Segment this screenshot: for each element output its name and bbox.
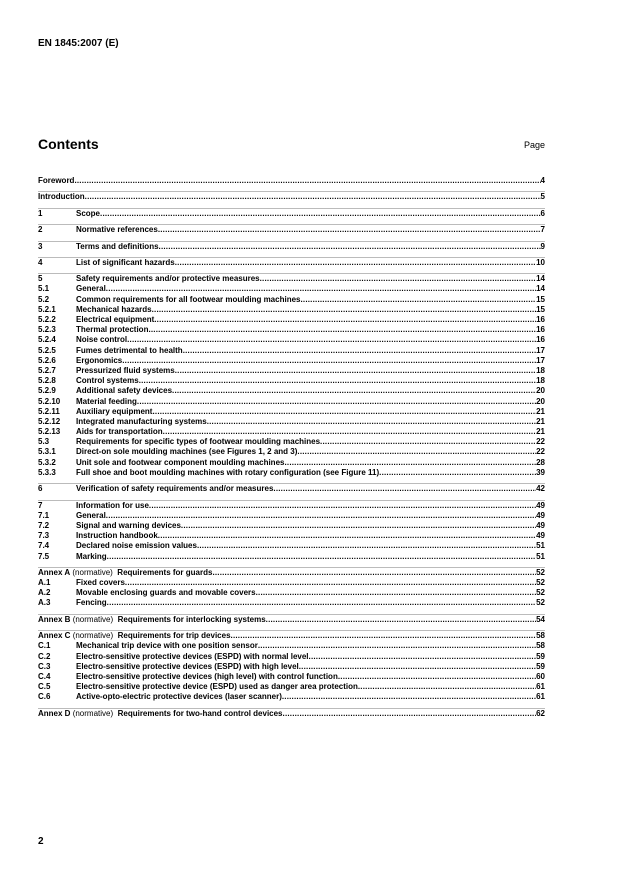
toc-section-number: 5.2 [38, 294, 50, 304]
toc-section-title: Movable enclosing guards and movable covers [76, 588, 256, 598]
toc-section-number: 5.3.1 [38, 447, 56, 457]
toc-entry[interactable] [38, 458, 545, 468]
toc-leader-dots [149, 501, 536, 511]
toc-leader-dots [159, 242, 541, 252]
toc-section-title: Foreword [38, 176, 75, 185]
page-title: Contents [38, 136, 99, 152]
toc-page-number: 18 [536, 376, 545, 386]
toc-section-title: Normative references [76, 225, 158, 235]
page-number: 2 [38, 836, 44, 847]
toc-leader-dots [266, 615, 536, 625]
toc-section-title: Ergonomics [76, 355, 123, 365]
toc-entry[interactable] [38, 325, 545, 335]
toc-section-number: C.1 [38, 641, 51, 651]
toc-entry[interactable] [38, 468, 545, 478]
toc-entry[interactable] [38, 208, 545, 219]
toc-page-number: 17 [536, 345, 545, 355]
toc-annex-qualifier: (normative) [72, 708, 114, 718]
toc-entry[interactable] [38, 614, 545, 625]
toc-section-number: 7.2 [38, 520, 50, 530]
toc-page-number: 58 [536, 641, 545, 651]
toc-entry[interactable] [38, 346, 545, 356]
toc-section-title: Electro-sensitive protective device (ESPD) used as danger area protection [76, 682, 358, 692]
toc-section-title: Unit sole and footwear component moulding machines [76, 457, 285, 467]
toc-page-number: 59 [536, 651, 545, 661]
toc-entry[interactable] [38, 257, 545, 268]
toc-leader-dots [107, 552, 536, 562]
toc-section-title: Terms and definitions [76, 241, 159, 251]
toc-leader-dots [320, 437, 536, 447]
toc-page-number: 16 [536, 335, 545, 345]
toc-section-title: Marking [76, 551, 107, 561]
toc-section-title: Scope [76, 208, 101, 218]
toc-leader-dots [152, 407, 536, 417]
toc-section-number: C.6 [38, 692, 51, 702]
toc-leader-dots [107, 598, 536, 608]
toc-page-number: 10 [536, 257, 545, 267]
toc-section-number: 5.2.5 [38, 345, 56, 355]
toc-leader-dots [282, 692, 536, 702]
table-of-contents [38, 176, 545, 719]
toc-entry[interactable] [38, 315, 545, 325]
toc-entry[interactable] [38, 521, 545, 531]
toc-section-title: Requirements for trip devices [117, 631, 231, 641]
toc-entry[interactable] [38, 305, 545, 315]
toc-section-number: 5.2.7 [38, 365, 56, 375]
toc-page-number: 58 [536, 631, 545, 641]
toc-section-title: Electrical equipment [76, 315, 155, 324]
page-column-label: Page [523, 140, 545, 150]
toc-section-title: Electro-sensitive protective devices (ESPD) with high level [76, 661, 299, 671]
toc-entry[interactable] [38, 630, 545, 641]
toc-page-number: 52 [536, 578, 545, 588]
toc-entry[interactable] [38, 224, 545, 235]
toc-page-number: 4 [540, 176, 545, 185]
toc-section-title: Fixed covers [76, 578, 125, 588]
toc-page-number: 49 [536, 531, 545, 541]
toc-section-title: Mechanical trip device with one position sensor [76, 641, 258, 651]
toc-section-title: Safety requirements and/or protective measures [76, 274, 260, 284]
toc-page-number: 21 [536, 416, 545, 426]
toc-section-title: Introduction [38, 192, 85, 202]
toc-leader-dots [260, 274, 536, 284]
toc-leader-dots [283, 709, 537, 719]
toc-section-title: Control systems [76, 376, 139, 386]
toc-page-number: 52 [536, 598, 545, 608]
toc-section-title: Pressurized fluid systems [76, 365, 175, 375]
toc-section-number: 7.3 [38, 531, 50, 541]
toc-leader-dots [358, 682, 536, 692]
toc-section-title: Information for use [76, 500, 149, 510]
toc-page-number: 14 [536, 284, 545, 294]
toc-section-number: 5.2.13 [38, 427, 61, 437]
toc-entry[interactable] [38, 682, 545, 692]
toc-section-title: Instruction handbook [76, 531, 158, 541]
toc-section-number: 5.3.2 [38, 457, 56, 467]
toc-leader-dots [158, 531, 536, 541]
toc-entry[interactable] [38, 511, 545, 521]
toc-page-number: 54 [536, 614, 545, 624]
toc-leader-dots [256, 588, 536, 598]
toc-section-number: 5.2.12 [38, 416, 61, 426]
toc-section-number: 5.2.4 [38, 335, 56, 345]
toc-annex-qualifier: (normative) [72, 567, 113, 577]
toc-entry[interactable] [38, 652, 545, 662]
toc-leader-dots [297, 447, 536, 457]
toc-leader-dots [74, 176, 540, 186]
toc-page-number: 7 [540, 225, 545, 235]
toc-leader-dots [175, 258, 536, 268]
toc-section-title: Direct-on sole moulding machines (see Figures 1, 2 and 3) [76, 447, 298, 457]
toc-section-title: Full shoe and boot moulding machines with rotary configuration (see Figure 11) [76, 467, 380, 477]
toc-page-number: 17 [536, 355, 545, 365]
toc-page-number: 61 [536, 692, 545, 702]
toc-entry[interactable] [38, 191, 545, 202]
toc-entry[interactable] [38, 417, 545, 427]
toc-entry[interactable] [38, 397, 545, 407]
toc-page-number: 61 [536, 682, 545, 692]
toc-page-number: 60 [536, 671, 545, 681]
toc-page-number: 22 [536, 437, 545, 447]
toc-section-title: Fumes detrimental to health [76, 345, 183, 355]
toc-leader-dots [207, 417, 536, 427]
toc-section-number: 5.2.6 [38, 355, 56, 365]
toc-entry[interactable] [38, 541, 545, 551]
toc-section-number: 5.3 [38, 437, 50, 447]
toc-section-number: 6 [38, 484, 43, 494]
toc-section-title: Material feeding [76, 396, 137, 406]
toc-section-number: 5.2.2 [38, 315, 56, 324]
toc-page-number: 59 [536, 661, 545, 671]
toc-leader-dots [137, 397, 536, 407]
toc-section-number: 7 [38, 500, 43, 510]
toc-leader-dots [122, 356, 536, 366]
toc-page-number: 9 [540, 241, 545, 251]
toc-annex-label: Annex A [38, 567, 71, 577]
toc-page-number: 18 [536, 365, 545, 375]
toc-section-title: General [76, 284, 106, 294]
toc-page-number: 16 [536, 315, 545, 324]
toc-leader-dots [85, 192, 541, 202]
toc-leader-dots [154, 315, 536, 325]
toc-entry[interactable] [38, 284, 545, 294]
toc-page-number: 16 [536, 325, 545, 335]
toc-entry[interactable] [38, 366, 545, 376]
toc-section-number: 3 [38, 241, 43, 251]
toc-leader-dots [125, 578, 536, 588]
toc-leader-dots [106, 284, 536, 294]
toc-section-title: Verification of safety requirements and/or measures [76, 484, 274, 494]
toc-section-number: 5.2.1 [38, 304, 56, 314]
toc-section-number: 4 [38, 257, 43, 267]
toc-page-number: 21 [536, 427, 545, 437]
toc-section-number: C.3 [38, 661, 51, 671]
toc-section-number: C.5 [38, 682, 51, 692]
toc-entry[interactable] [38, 567, 545, 578]
toc-section-title: Fencing [76, 598, 107, 608]
toc-leader-dots [127, 335, 536, 345]
toc-leader-dots [338, 672, 536, 682]
toc-entry[interactable] [38, 641, 545, 651]
toc-section-title: Requirements for specific types of footwear moulding machines [76, 437, 321, 447]
toc-annex-label: Annex D [38, 708, 71, 718]
toc-entry[interactable] [38, 483, 545, 494]
toc-section-title: Electro-sensitive protective devices (ESPD) with normal level [76, 651, 309, 661]
toc-leader-dots [273, 484, 536, 494]
toc-leader-dots [106, 511, 536, 521]
toc-section-title: Noise control [76, 335, 128, 345]
toc-annex-qualifier: (normative) [72, 614, 114, 624]
toc-section-title: Additional safety devices [76, 386, 173, 396]
toc-section-title: Aids for transportation [76, 427, 163, 437]
toc-page-number: 49 [536, 520, 545, 530]
toc-page-number: 28 [536, 457, 545, 467]
toc-entry[interactable] [38, 376, 545, 386]
toc-section-number: A.2 [38, 588, 51, 598]
toc-section-title: List of significant hazards [76, 257, 175, 267]
toc-leader-dots [284, 458, 536, 468]
toc-entry[interactable] [38, 335, 545, 345]
toc-section-title: Common requirements for all footwear moulding machines [76, 294, 301, 304]
toc-section-title: Thermal protection [76, 325, 149, 335]
toc-leader-dots [152, 305, 537, 315]
toc-section-title: General [76, 510, 106, 520]
toc-annex-label: Annex B [38, 614, 71, 624]
toc-page-number: 5 [540, 192, 545, 202]
toc-leader-dots [197, 541, 536, 551]
toc-leader-dots [158, 225, 541, 235]
toc-page-number: 51 [536, 551, 545, 561]
toc-leader-dots [379, 468, 536, 478]
toc-page-number: 52 [536, 588, 545, 598]
toc-entry[interactable] [38, 356, 545, 366]
toc-leader-dots [181, 521, 536, 531]
toc-leader-dots [139, 376, 536, 386]
toc-page-number: 49 [536, 510, 545, 520]
toc-entry[interactable] [38, 273, 545, 284]
toc-page-number: 20 [536, 396, 545, 406]
toc-leader-dots [100, 209, 541, 219]
toc-section-title: Integrated manufacturing systems [76, 416, 207, 426]
toc-leader-dots [299, 662, 536, 672]
toc-entry[interactable] [38, 386, 545, 396]
toc-section-number: 5.2.11 [38, 406, 60, 416]
toc-leader-dots [172, 386, 536, 396]
toc-section-title: Requirements for two-hand control devices [117, 708, 283, 718]
toc-page-number: 22 [536, 447, 545, 457]
toc-entry[interactable] [38, 500, 545, 511]
toc-page-number: 39 [536, 467, 545, 477]
toc-page-number: 52 [536, 567, 545, 577]
toc-page-number: 62 [536, 708, 545, 718]
toc-section-number: C.4 [38, 671, 51, 681]
toc-entry[interactable] [38, 176, 545, 186]
toc-section-number: A.3 [38, 598, 51, 608]
toc-entry[interactable] [38, 672, 545, 682]
toc-section-number: 5.2.10 [38, 396, 61, 406]
toc-section-number: 5.1 [38, 284, 50, 294]
toc-entry[interactable] [38, 531, 545, 541]
toc-section-number: 5.3.3 [38, 467, 56, 477]
toc-page-number: 6 [540, 208, 545, 218]
toc-entry[interactable] [38, 407, 545, 417]
toc-section-number: 7.1 [38, 510, 50, 520]
toc-leader-dots [300, 295, 536, 305]
toc-leader-dots [231, 631, 537, 641]
toc-page-number: 15 [536, 304, 545, 314]
toc-entry[interactable] [38, 552, 545, 562]
toc-page-number: 20 [536, 386, 545, 396]
toc-leader-dots [309, 652, 537, 662]
toc-section-number: 5.2.8 [38, 376, 56, 386]
toc-section-number: C.2 [38, 651, 51, 661]
toc-section-number: 2 [38, 225, 43, 235]
toc-entry[interactable] [38, 578, 545, 588]
toc-entry[interactable] [38, 708, 545, 719]
toc-section-number: 7.5 [38, 551, 50, 561]
toc-page-number: 49 [536, 500, 545, 510]
toc-page-number: 51 [536, 541, 545, 551]
toc-leader-dots [183, 346, 536, 356]
toc-section-title: Auxiliary equipment [76, 406, 153, 416]
toc-entry[interactable] [38, 295, 545, 305]
toc-section-number: 5.2.9 [38, 386, 56, 396]
document-id: EN 1845:2007 (E) [38, 38, 119, 49]
toc-entry[interactable] [38, 437, 545, 447]
toc-entry[interactable] [38, 598, 545, 608]
toc-leader-dots [175, 366, 536, 376]
toc-entry[interactable] [38, 447, 545, 457]
toc-entry[interactable] [38, 588, 545, 598]
toc-page-number: 15 [536, 294, 545, 304]
toc-section-number: A.1 [38, 578, 51, 588]
toc-leader-dots [258, 641, 536, 651]
toc-annex-qualifier: (normative) [72, 631, 114, 641]
toc-section-number: 7.4 [38, 541, 50, 551]
toc-entry[interactable] [38, 662, 545, 672]
toc-annex-label: Annex C [38, 631, 71, 641]
toc-section-title: Active-opto-electric protective devices (laser scanner) [76, 692, 282, 702]
toc-section-number: 5 [38, 274, 43, 284]
toc-section-title: Mechanical hazards [76, 304, 152, 314]
toc-section-title: Signal and warning devices [76, 520, 181, 530]
toc-leader-dots [212, 568, 536, 578]
toc-section-number: 5.2.3 [38, 325, 56, 335]
toc-entry[interactable] [38, 427, 545, 437]
toc-entry[interactable] [38, 241, 545, 252]
toc-page-number: 42 [536, 484, 545, 494]
toc-leader-dots [148, 325, 536, 335]
toc-section-title: Electro-sensitive protective devices (high level) with control function [76, 671, 338, 681]
toc-page-number: 14 [536, 274, 545, 284]
toc-leader-dots [163, 427, 536, 437]
toc-page-number: 21 [536, 406, 545, 416]
toc-section-number: 1 [38, 208, 43, 218]
toc-section-title: Declared noise emission values [76, 541, 197, 551]
toc-section-title: Requirements for guards [117, 567, 213, 577]
toc-section-title: Requirements for interlocking systems [117, 614, 266, 624]
toc-entry[interactable] [38, 692, 545, 702]
